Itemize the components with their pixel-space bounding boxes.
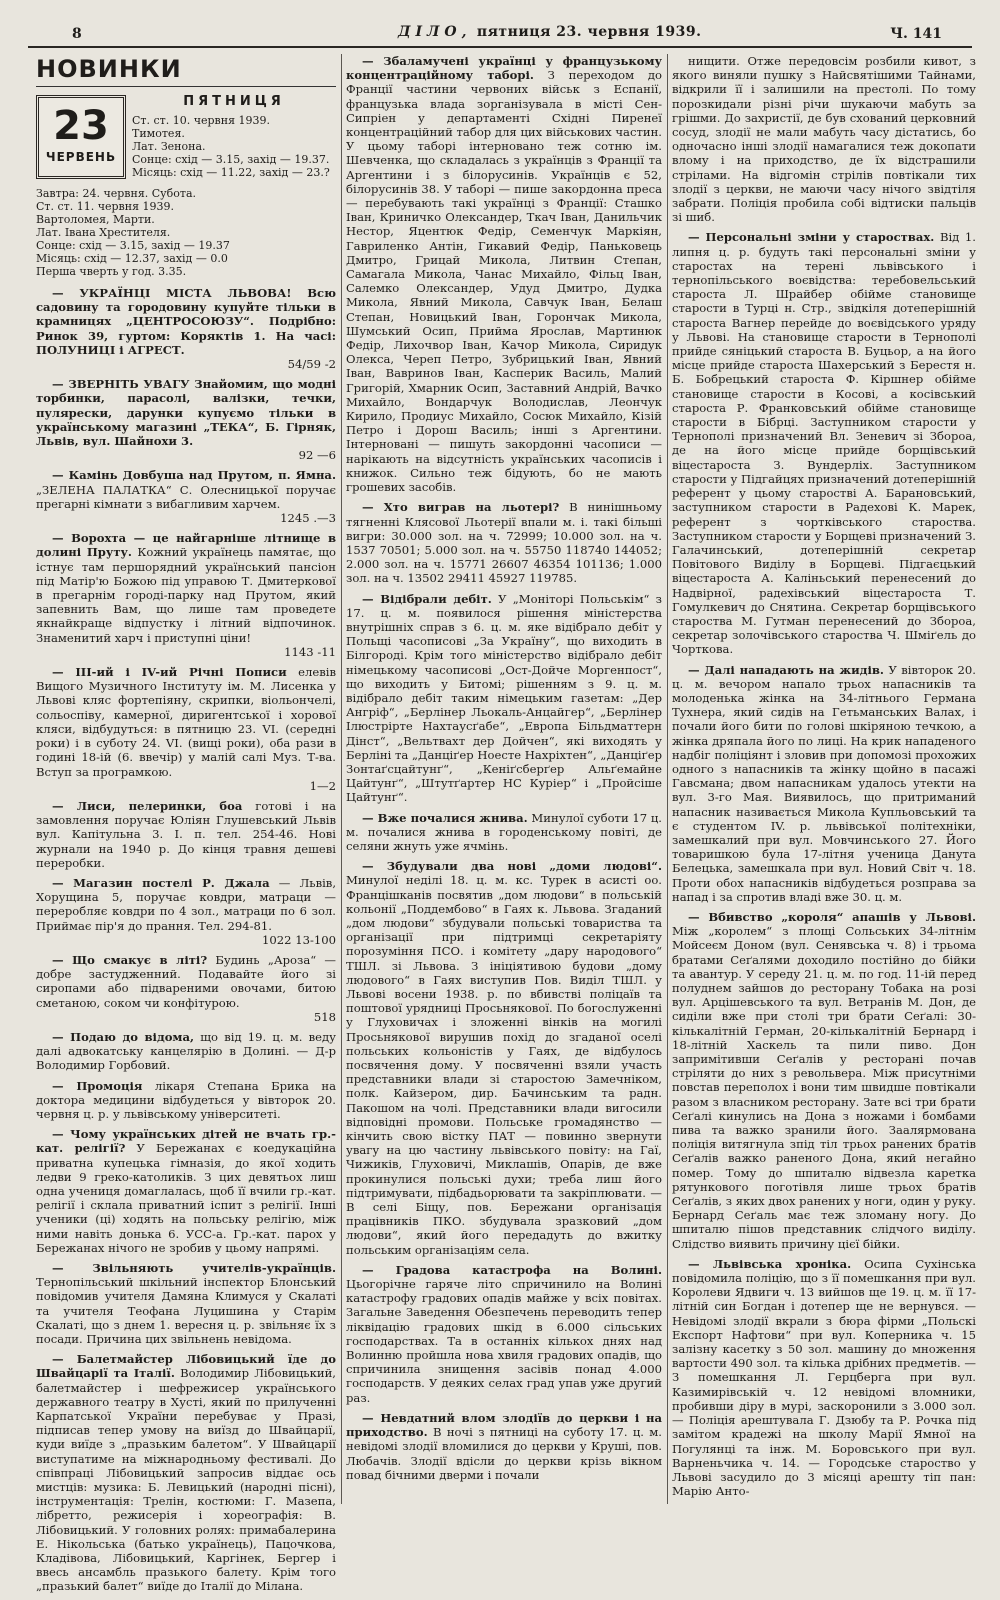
calendar-line: Лат. Зенона. xyxy=(132,140,206,153)
calendar-today xyxy=(132,95,336,179)
news-body: Минулої неділі 18. ц. м. кс. Турек в асисті оо. Францішканів посвятив „дом людови“ в польській кольонії „Поддембово“ в Гаях к. Львова. Згаданий „дом людови“ збудували польські товариства та організації при підтримці секретаріяту порозуміння ПСО. і комітету „дару народового“ ТШЛ. зі Львова. З ініціятивою будови „дому людового“ в Гаях виступив Пов. Виділ ТШЛ. у Львові восени 1938. р. по вбивстві поліцаїв та поштової урядниці Просьнякової. По богослуженні у Глуховичах і зложенні вінків на могилі Просьнякової вирушив похід до згаданої оселі польських кольоністів у Гаях, де відбулось посвячення дому. У посвяченні взяли участь представники влади зі старостою Замечніком, полк. Кайзером, дир. Бачинським та радн. Пакошом на чолі. Представники влади вигосили відповідні промови. Польське громадянство — кінчить свою вістку ПАТ — повинно звернути увагу на цю частину львівського повіту: на Гаї, Чижиків, Глуховичі, Миклашів, Опарів, де вже прокинулися польські духи; треба лиш його підтримувати, підбадьорювати та закріплювати. — В селі Біщу, пов. Бережани організація працівників ПКО. збудувала зразковий „дом людови“, який його передадуть до вжитку польським організаціям села. xyxy=(346,873,662,1257)
column-1-articles xyxy=(36,286,336,1594)
news-body: Осипа Сухінська повідомила поліцію, що з її помешкання при вул. Королеви Ядвиги ч. 13 вийшов ще 19. ц. м. її 17-літній син Богдан і дотепер ще не вернувся. — Невідомі злодії вкрали з бюра фірми „Польскі Експорт Нафтови“ при вул. Коперника ч. 15 залізну касетку з 50 зол. машину до множення вартости 490 зол. та кілька дрібних предметів. — З помешкання Л. Герцберга при вул. Казимирівській ч. 12 невідомі вломники, пробивши діру в мурі, заскоронили з 3.000 зол. — Поліція арештувала Г. Дзюбу та Р. Рочка під замітом крадежі на школу Марії Ямної на Погулянці та інж. М. Боровського при вул. Варненьчика ч. 14. — Городське староство у Львові засудило до 3 місяці арешту тіп пан: Марію Анто- xyxy=(672,1256,976,1499)
news-body: Минулої суботи 17 ц. м. почалися жнива в городенському повіті, де селяни жнуть уже ячмінь. xyxy=(346,810,662,853)
news-headline: — Ворохта — це найгарніше літнище в долині Пруту. xyxy=(36,531,336,560)
news-body: В нинішньому тягненні Клясової Льотерії впали м. і. такі більші вигри: 30.000 зол. на ч. 72999; 10.000 зол. на ч. 1537 70501; 5.000 зол. на ч. 55750 118740 144052; 2.000 зол. на ч. 15771 26607 46354 101136; 1.000 зол. на ч. 13502 29411 45927 119785. xyxy=(346,500,662,586)
news-body: лікаря Степана Брика на доктора медицини відбудеться у вівторок 20. червня ц. р. у львівському університеті. xyxy=(36,1078,336,1121)
section-title: НОВИНКИ xyxy=(36,54,336,87)
news-item xyxy=(36,953,336,1024)
calendar-line: Місяць: схід — 11.22, захід — 23.? xyxy=(132,166,330,179)
ad-code: 1022 13-100 xyxy=(262,932,336,947)
news-item xyxy=(346,1263,662,1405)
news-headline: — Львівська хроніка. xyxy=(688,1256,852,1271)
news-item xyxy=(346,592,662,805)
news-item xyxy=(36,1261,336,1346)
news-item xyxy=(36,665,336,793)
news-item xyxy=(672,910,976,1251)
calendar-tomorrow xyxy=(36,187,336,278)
news-body: З переходом до Франції частини червоних військ з Еспанії, французька влада зорганізувала в місті Сен-Сипріен у департаменті Східні Пиренеї концентраційний табор для цих військових частин. У цьому таборі інтерновано теж сотню ім. Шевченка, що складалась з українців з Франції та Аргентини і з білорусинів. Українців є 52, білорусинів 38. У таборі — пише закордонна преса — перебувають такі українці з Франції: Сташко Іван, Криничко Олександер, Ткач Іван, Данильчик Нестор, Яцентюк Федір, Семенчук Маркіян, Гавриленко Антін, Гикавий Федір, Паньковець Дмитро, Грицай Микола, Литвин Степан, Самагала Микола, Чанас Михайло, Фільц Іван, Салемко Олександер, Удуд Дмитро, Дудка Микола, Явний Микола, Савчук Іван, Белаш Степан, Новицький Іван, Горончак Микола, Шумський Осип, Прийма Ярослав, Мартинюк Федір, Лихочвор Іван, Качор Микола, Сиридук Олекса, Череп Петро, Зубрицький Іван, Явний Іван, Вавринов Іван, Касперик Василь, Малий Григорій, Хмарник Осип, Заставний Андрій, Вачко Михайло, Вондарчук Володислав, Леончук Кирило, Продиус Михайло, Сосюк Михайло, Кізій Петро і Дорош Василь; інші з Аргентини. Інтерновані — пишуть закордонні часописи — нарікають на відсутність українських часописів і книжок. Сильно теж бідують, бо не мають грошевих засобів. xyxy=(346,68,662,495)
calendar-line: Вартоломея, Марти. xyxy=(36,213,155,226)
news-headline: — Звільняють учителів-українців. xyxy=(52,1261,336,1275)
column-2-articles xyxy=(346,54,662,1482)
calendar-line: Тимотея. xyxy=(132,127,185,140)
news-item xyxy=(346,811,662,854)
news-body: Тернопільський шкільний інспектор Блонський повідомив учителя Дамяна Климуся у Скалаті та учителя Теофана Луцишина у Старім Скалаті, що з днем 1. вересня ц. р. звільняє їх з посади. Причина цих звільнень невідома. xyxy=(36,1275,336,1347)
news-body: готові і на замовлення поручає Юліян Глушевський Львів вул. Капітульна 3. І. п. тел. 254-46. Нові журнали на 1940 р. До кінця травня дешеві переробки. xyxy=(36,798,336,870)
news-headline: — Збудували два нові „доми людові“. xyxy=(362,859,662,874)
column-3-articles xyxy=(672,54,976,1498)
column-rule xyxy=(341,54,342,1504)
news-headline: — Лиси, пелеринки, боа xyxy=(52,798,243,813)
calendar-date-box xyxy=(36,95,126,179)
issue-number: Ч. 141 xyxy=(890,26,942,42)
calendar-line: Сонце: схід — 3.15, захід — 19.37 xyxy=(36,239,230,252)
news-headline: — Персональні зміни у староствах. xyxy=(688,230,935,245)
news-headline: — Магазин постелі Р. Джала xyxy=(52,875,270,890)
news-item xyxy=(36,286,336,371)
calendar-weekday: ПЯТНИЦЯ xyxy=(183,94,285,109)
news-item xyxy=(672,54,976,224)
news-headline: — Чому українських дітей не вчать гр.-кат. релігії? xyxy=(36,1127,336,1156)
news-body: В ночі з пятниці на суботу 17. ц. м. невідомі злодії вломилися до церкви у Круші, пов. Любачів. Злодії вдісли до церкви крізь вікном повад бічними дверми і почали xyxy=(346,1425,662,1482)
ad-code: 518 xyxy=(313,1009,336,1024)
calendar-month: ЧЕРВЕНЬ xyxy=(45,150,117,164)
news-headline: — Градова катастрофа на Волині. xyxy=(362,1262,662,1277)
news-body: елевів Вищого Музичного Інституту ім. М. Лисенка у Львові кляс фортепіяну, скрипки, віольончелі, сольоспіву, камерної, диригентської і хорової кляси, відбудуться: в пятницю 23. VI. (середні роки) і в суботу 24. VI. (вищі роки), оба рази в годині 18-ій (6. ввечір) у малій салі Муз. Т-ва. Вступ за програмкою. xyxy=(36,665,336,779)
news-headline: — Відібрали дебіт. xyxy=(362,591,492,606)
news-item xyxy=(36,468,336,525)
calendar-day-number: 23 xyxy=(53,103,109,149)
news-item xyxy=(346,500,662,585)
ad-code: 1143 -11 xyxy=(284,644,336,659)
news-item xyxy=(346,1411,662,1482)
news-headline: — Невдатний влом злодіїв до церкви і на приходство. xyxy=(346,1410,662,1440)
newspaper-title: ДІЛО, xyxy=(398,24,472,40)
news-item xyxy=(36,1352,336,1593)
column-rule xyxy=(667,54,668,1504)
news-item xyxy=(36,1079,336,1122)
calendar-line: Ст. ст. 11. червня 1939. xyxy=(36,200,174,213)
news-item xyxy=(36,1127,336,1255)
news-body: що від 19. ц. м. веду далі адвокатську канцелярію в Долині. — Д-р Володимир Горбовий. xyxy=(36,1029,336,1073)
news-item xyxy=(36,876,336,947)
news-body: Володимир Лібовицький, балетмайстер і шефрежисер українського державного театру в Хусті, який по прилученні Карпатської України перебуває у Празі, підписав тепер умову на виїзд до Швайцарії, куди виїде з „празьким балетом“. У Швайцарії виступатиме на міжнародньому фестивалі. До співпраці Лібовицький запросив віддає ось мистців: музика: Б. Левицький (народні пісні), інструментація: Трелін, костюми: Г. Мазепа, лібретто, режисерія і хореографія: В. Лібовицький. У головних ролях: примабалерина Е. Нікольська (батько українець), Пацочкова, Кладівова, Лібовицький, Каргінек, Бергер і ввесь ансамбль празького балету. Крім того „празький балет“ виїде до Італії до Мілана. xyxy=(36,1366,336,1594)
news-item xyxy=(672,1257,976,1498)
column-1 xyxy=(36,54,336,1600)
news-item xyxy=(346,54,662,494)
news-item xyxy=(36,377,336,462)
news-body: У вівторок 20. ц. м. вечором напало трьох напасників та молоденька жінка на 34-літнього Германа Тухнера, який сидів на Гетьманських Валах, і почали його бити по голові шкіряною течкою, а жінка дряпала його по лиці. На крик нападеного надбіг поліціянт і зловив при допомозі прохожих одного з напасників та жінку щойно в пасажі Гавсмана; двом напасникам удалось утекти на вул. 3-го Мая. Виявилось, що притриманий напасник називається Микола Купльовський та є студентом IV. р. львівської політехніки, замешкалий при вул. Мовчинського 27. Його товаришкою була 17-літня ученица Данута Белецька, замешкала при вул. Новий Світ ч. 18. Проти обох напасників відбудеться розправа за напад і за спротив владі вже 30. ц. м. xyxy=(672,662,976,904)
news-body: Від 1. липня ц. р. будуть такі персональні зміни у старостах на терені львівського і тернопільського воєвідства: теребовельський староста Л. Шрайбер обійме становище старости в Турці н. Стр., звідкіля дотеперішній староста Вагнер перейде до воєвідського уряду у Львові. На становище старости в Тернополі прийде сяніцький староста В. Буцьор, а на його місце прийде староста Шахерський з Берестя н. Б. Бобрецький староста Ф. Кіршнер обійме становище старости в Косові, а косівський староста Р. Франковський обійме становище старости в Бібрці. Заступником старости у Тернополі призначений Вл. Зеневич зі Збороа, де на його місце прийде борщівський віцестароста З. Вундерліх. Заступником старости у Підгайцях призначений дотеперішній референт у цьому старостві А. Барановський, заступником старости в Радехові К. Марек, референт з чортківського староства. Заступником старости у Борщеві призначений З. Галачинський, дотеперішній секретар Повітового Виділу в Борщеві. Підгаєцький віцестароста А. Каліньський перенесений до Надвірної, радехівський віцестароста Т. Гомулкевич до Снятина. Секретар борщівського староства М. Гутман перенесений до Збороа, секретар золочівського староства Ч. Шміґель до Чорткова. xyxy=(672,230,976,657)
news-body: У Бережанах є коедукаційна приватна купецька гімназія, до якої ходить ледви 9 греко-католиків. З цих девятьох лиш одна учениця домаглалась, щоб її вчили гр.-кат. релігії і склала приватний іспит з релігії. Інші ученики (ці) ходять на польську релігію, між ними навіть донька 6. УСС-а. Гр.-кат. парох у Бережанах нічого не зробив у цьому напрямі. xyxy=(36,1141,336,1255)
news-body: Будинь „Ароза“ — добре застудженний. Подавайте його зі сиропами або підвареними овочами, битою сметаною, соком чи конфітурою. xyxy=(36,952,336,1010)
ad-code: 1245 .—3 xyxy=(280,511,336,526)
issue-date: пятниця 23. червня 1939. xyxy=(476,24,702,40)
calendar-line: Сонце: схід — 3.15, захід — 19.37. xyxy=(132,153,330,166)
news-headline: — Балетмайстер Лібовицький їде до Швайцарії та Італії. xyxy=(36,1352,336,1381)
news-item xyxy=(36,531,336,659)
page-number: 8 xyxy=(72,26,82,42)
ad-code: 1—2 xyxy=(309,778,336,793)
calendar-line: Завтра: 24. червня. Субота. xyxy=(36,187,197,200)
news-headline: — УКРАЇНЦІ МІСТА ЛЬВОВА! Всю садовину та городовину купуйте тільки в крамницях „ЦЕНТРОСОЮЗУ“. Подрібно: Ринок 39, гуртом: Коряктів 1. На часі: ПОЛУНИЦІ і АГРЕСТ. xyxy=(36,286,336,357)
news-headline: — ЗВЕРНІТЬ УВАГУ Знайомим, що модні торбинки, парасолі, валізки, течки, пулярески, дарунки купуємо тільки в українському магазині „ТЕКА“, Б. Гірняк, Львів, вул. Шайнохи 3. xyxy=(36,377,336,449)
calendar-line: Перша чверть у год. 3.35. xyxy=(36,265,187,278)
news-item xyxy=(672,663,976,904)
news-body: Кожний українець памятає, що істнує там першорядний український пансіон під Матір'ю Божою під управою Т. Дмитеркової в прегарнім городі-парку над Прутом, який запевнить Вам, що лише там проведете якнайкраще відпустку і літний відпочинок. Знаменитий харч і приступні ціни! xyxy=(36,545,336,645)
news-headline: — Хто виграв на льотері? xyxy=(362,500,560,515)
calendar-line: Ст. ст. 10. червня 1939. xyxy=(132,114,270,127)
news-headline: — Промоція xyxy=(52,1078,143,1093)
news-body: Цьогорічне гаряче літо спричинило на Волині катастрофу градових опадів майже у всіх повітах. Загальне Заведення Обезпечень переводить тепер ліквідацію градових шкід в 6.000 сільських господарствах. Та в останніх кількох днях над Волинню пройшла нова хвиля градових опадів, що спричинила знищення засівів понад 4.000 господарств. У деяких селах град упав уже другий раз. xyxy=(346,1277,662,1405)
news-headline: — ІІІ-ий і IV-ий Річні Пописи xyxy=(52,665,287,680)
calendar-today-lines xyxy=(132,114,336,179)
news-item xyxy=(36,799,336,870)
news-body: Між „королем“ з площі Сольських 34-літнім Мойсеєм Доном (вул. Сенявська ч. 8) і трьома братами Сеґалями доходило постійно до бійки та авантур. У середу 21. ц. м. по год. 11-ій перед полуднем зайшов до ресторану Тобака на розі вул. Арцішевського та вул. Ветранів М. Дон, де сиділи вже при столі три брати Сеґалі: 30-кількалітній Герман, 20-кількалітній Бернард і 18-літній Хаскель та пили пиво. Дон запримітивши Сеґалів у ресторані почав стріляти до них з револьвера. Між присутніми повстав переполох і вони тим швидше повтікали разом з власником ресторану. Зате всі три брати Сеґалі кинулись на Дона з ножами і бомбами пива та важко зранили його. Заалярмована поліція витягнула зпід тіл трьох ранених братів Сеґалів важко раненого Дона, який негайно помер. Тому до шпиталю відвезла каретка рятункового поготівля лише трьох братів Сеґалів, з яких двох ранених у ноги, один у руку. Бернард Сеґаль має теж зломану ногу. До шпиталю пішов представник слідчого виділу. Слідство виявить причину цієї бійки. xyxy=(672,924,976,1251)
news-body: нищити. Отже передовсім розбили кивот, з якого виняли пушку з Найсвятішими Тайнами, відкрили її і залишили на престолі. По тому порозкидали різні річи шукаючи мабуть за грішми. До захристії, де був схований церковний сосуд, злодії не мали мабуть часу дістатись, бо одночасно інші злодії намагалися теж докопати влому і на приходство, де їх відстрашили стрілами. На відгомін стрілів повтікали тих злодії з церкви, не маючи часу нічого звідтіля забрати. Поліція пробила собі відтиски пальців зі шиб. xyxy=(672,54,976,225)
news-headline: — Що смакує в літі? xyxy=(52,952,208,967)
calendar-line: Лат. Івана Хрестителя. xyxy=(36,226,171,239)
page-header xyxy=(28,20,972,48)
news-headline: — Вже почалися жнива. xyxy=(362,810,528,825)
news-body: — Львів, Хорущина 5, поручає ковдри, матраци — переробляє ковдри по 4 зол., матраци по 6 зол. Приймає пір'я до прання. Тел. 294-81. xyxy=(36,875,336,933)
calendar-line: Місяць: схід — 12.37, захід — 0.0 xyxy=(36,252,228,265)
news-item xyxy=(36,1030,336,1073)
news-headline: — Збаламучені українці у французькому концентраційному таборі. xyxy=(346,54,662,83)
ad-code: 92 —6 xyxy=(298,448,336,463)
news-headline: — Далі нападають на жидів. xyxy=(688,662,884,677)
column-3 xyxy=(672,54,976,1504)
news-item xyxy=(346,859,662,1257)
masthead xyxy=(398,24,702,40)
news-headline: — Вбивство „короля“ апашів у Львові. xyxy=(688,909,976,924)
ad-code: 54/59 -2 xyxy=(287,357,336,372)
news-headline: — Камінь Довбуша над Прутом, п. Ямна. xyxy=(52,468,336,483)
column-2 xyxy=(346,54,662,1488)
news-body: У „Моніторі Польськім“ з 17. ц. м. появилося рішення міністерства внутрішніх справ з 6. ц. м. яке відібрало дебіт у Польщі часописові „За Україну“, що виходить в Білгороді. Крім того міністерство відібрало дебіт німецькому часописові „Ост-Дойче Моргенпост“, що виходить у Битомі; рішенням з 9. ц. м. відібрало дебіт таким німецьким газетам: „Дер Ангріф“, „Берлінер Льокаль-Анцайгер“, „Берлінер Ілюстрірте Нахтаусґабе“, „Европа Більдматтерн Дінст“, „Вельтвахт дер Дойчен“, які виходять у Берліні та „Данціґер Ноесте Нахріхтен“, „Данціґер Зонтаґсцайтунґ“, „Кеніґсберґер Альґемайне Цайтунґ“, „Штутґартер НС Куріер“ і „Пройсіше Цайтунґ“. xyxy=(346,591,662,805)
news-body: „ЗЕЛЕНА ПАЛАТКА“ С. Олесницької поручає прегарні кімнати з вибагливим харчем. xyxy=(36,482,336,511)
news-item xyxy=(672,230,976,656)
news-headline: — Подаю до відома, xyxy=(52,1029,195,1044)
calendar-block xyxy=(36,95,336,183)
